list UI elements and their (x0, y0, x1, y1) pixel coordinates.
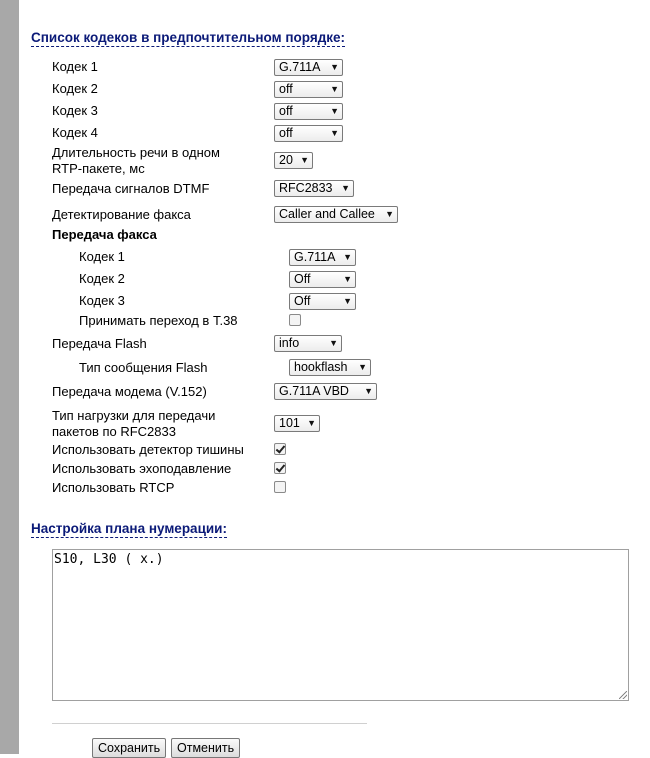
dropdown-arrow-icon: ▼ (330, 62, 339, 72)
left-sidebar-strip (0, 0, 19, 754)
t38-checkbox[interactable] (289, 314, 301, 326)
dropdown-arrow-icon: ▼ (343, 296, 352, 306)
fax-detect-select[interactable]: Caller and Callee ▼ (274, 206, 398, 223)
fax-codec1-label: Кодек 1 (79, 249, 125, 264)
flash-select[interactable]: info ▼ (274, 335, 342, 352)
codec3-select[interactable]: off ▼ (274, 103, 343, 120)
save-button[interactable]: Сохранить (92, 738, 166, 758)
payload-label-line1: Тип нагрузки для передачи (52, 408, 216, 423)
codec4-label: Кодек 4 (52, 125, 98, 140)
rtcp-label: Использовать RTCP (52, 480, 175, 495)
dropdown-arrow-icon: ▼ (385, 209, 394, 219)
dropdown-arrow-icon: ▼ (330, 106, 339, 116)
dialplan-textarea[interactable] (52, 549, 629, 701)
dropdown-arrow-icon: ▼ (341, 183, 350, 193)
dropdown-arrow-icon: ▼ (343, 274, 352, 284)
fax-section-header: Передача факса (52, 227, 157, 242)
payload-select[interactable]: 101 ▼ (274, 415, 320, 432)
dropdown-arrow-icon: ▼ (330, 84, 339, 94)
codecs-section-title: Список кодеков в предпочтительном порядке: (31, 30, 346, 45)
dtmf-label: Передача сигналов DTMF (52, 181, 210, 196)
dropdown-arrow-icon: ▼ (343, 252, 352, 262)
fax-codec2-label: Кодек 2 (79, 271, 125, 286)
modem-select[interactable]: G.711A VBD ▼ (274, 383, 377, 400)
codec2-select[interactable]: off ▼ (274, 81, 343, 98)
flash-type-select[interactable]: hookflash ▼ (289, 359, 371, 376)
fax-codec1-select[interactable]: G.711A ▼ (289, 249, 356, 266)
dropdown-arrow-icon: ▼ (300, 155, 309, 165)
rtp-duration-select[interactable]: 20 ▼ (274, 152, 313, 169)
t38-label: Принимать переход в T.38 (79, 313, 238, 328)
rtp-duration-label-line1: Длительность речи в одном (52, 145, 220, 160)
modem-label: Передача модема (V.152) (52, 384, 207, 399)
dropdown-arrow-icon: ▼ (330, 128, 339, 138)
dialplan-section-title: Настройка плана нумерации: (31, 521, 227, 536)
codec3-label: Кодек 3 (52, 103, 98, 118)
dtmf-select[interactable]: RFC2833 ▼ (274, 180, 354, 197)
flash-type-label: Тип сообщения Flash (79, 360, 208, 375)
rtp-duration-label-line2: RTP-пакете, мс (52, 161, 145, 176)
fax-codec3-select[interactable]: Off ▼ (289, 293, 356, 310)
dialplan-value: S10, L30 ( x.) (54, 552, 164, 567)
vad-label: Использовать детектор тишины (52, 442, 244, 457)
dropdown-arrow-icon: ▼ (307, 418, 316, 428)
codec2-label: Кодек 2 (52, 81, 98, 96)
resize-handle-icon[interactable] (619, 691, 627, 699)
codec1-select[interactable]: G.711A ▼ (274, 59, 343, 76)
fax-detect-label: Детектирование факса (52, 207, 191, 222)
codec1-label: Кодек 1 (52, 59, 98, 74)
vad-checkbox[interactable] (274, 443, 286, 455)
dropdown-arrow-icon: ▼ (329, 338, 338, 348)
dropdown-arrow-icon: ▼ (358, 362, 367, 372)
echo-checkbox[interactable] (274, 462, 286, 474)
codec4-select[interactable]: off ▼ (274, 125, 343, 142)
cancel-button[interactable]: Отменить (171, 738, 240, 758)
flash-label: Передача Flash (52, 336, 147, 351)
fax-codec2-select[interactable]: Off ▼ (289, 271, 356, 288)
divider (52, 723, 367, 724)
dropdown-arrow-icon: ▼ (364, 386, 373, 396)
rtcp-checkbox[interactable] (274, 481, 286, 493)
fax-codec3-label: Кодек 3 (79, 293, 125, 308)
payload-label-line2: пакетов по RFC2833 (52, 424, 176, 439)
echo-label: Использовать эхоподавление (52, 461, 232, 476)
